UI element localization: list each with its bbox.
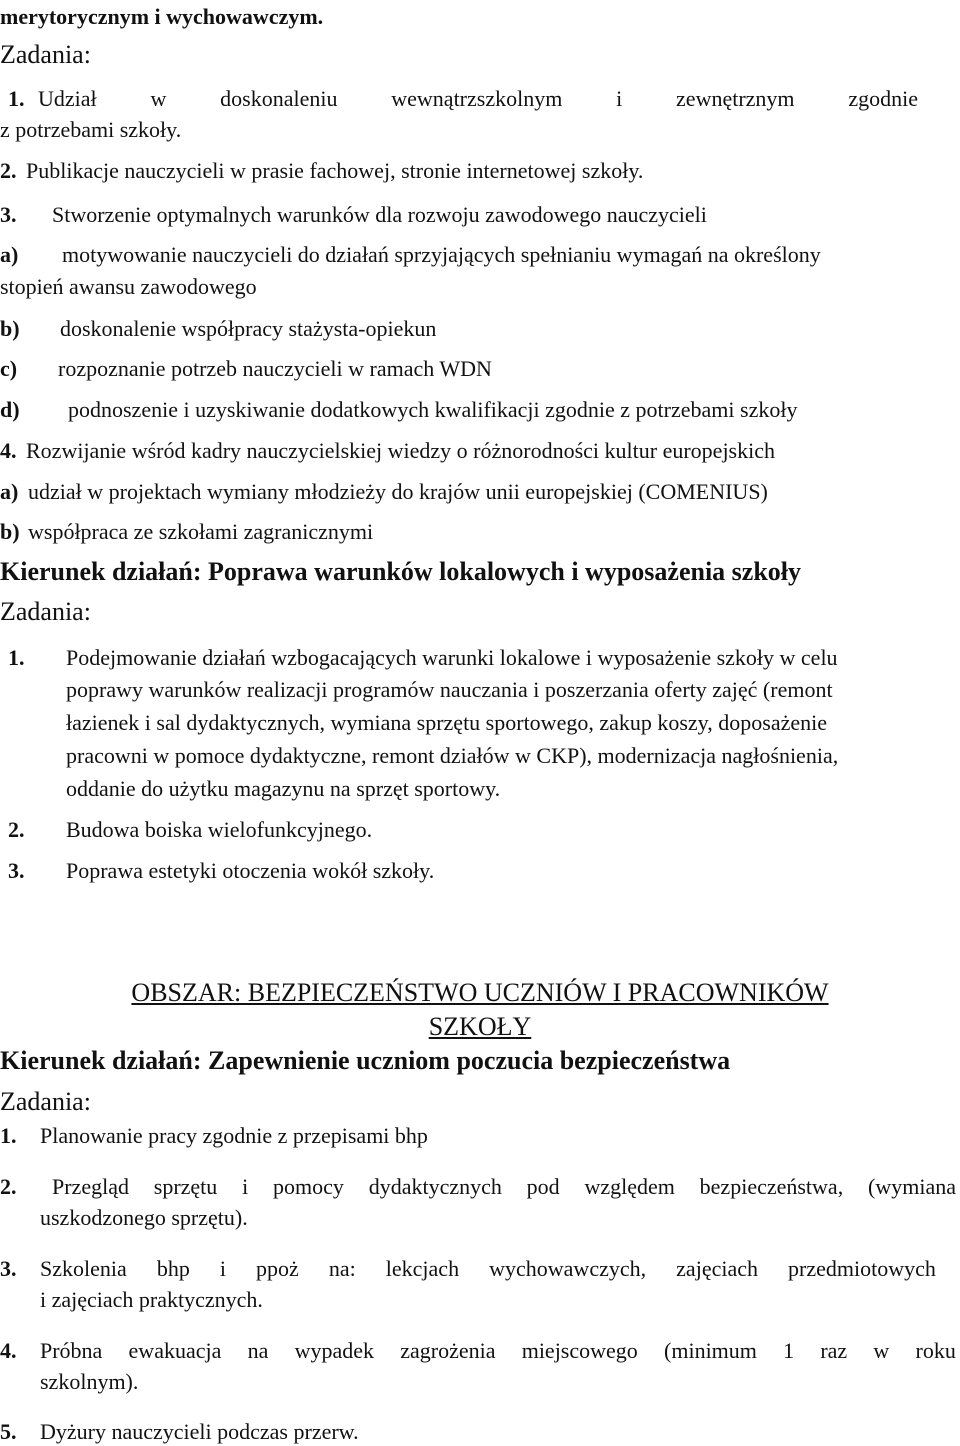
subitem-label: d) bbox=[0, 397, 20, 422]
word: zajęciach bbox=[676, 1256, 758, 1281]
word: bezpieczeństwa, bbox=[699, 1174, 844, 1199]
kierunek-heading: Kierunek działań: Poprawa warunków lokalowych i wyposażenia szkoły bbox=[0, 557, 802, 586]
zadania-heading: Zadania: bbox=[0, 1087, 91, 1116]
word: bhp bbox=[156, 1256, 190, 1281]
word: wewnątrzszkolnym bbox=[391, 86, 563, 111]
subitem-label: a) bbox=[0, 479, 19, 504]
word: wypadek bbox=[294, 1338, 374, 1363]
task-text: Publikacje nauczycieli w prasie fachowej, stronie internetowej szkoły. bbox=[26, 158, 644, 183]
task-number: 3. bbox=[0, 1256, 17, 1281]
subitem-text: podnoszenie i uzyskiwanie dodatkowych kwalifikacji zgodnie z potrzebami szkoły bbox=[68, 397, 798, 422]
word: Udział bbox=[38, 86, 97, 111]
kierunek-heading: Kierunek działań: Zapewnienie uczniom poczucia bezpieczeństwa bbox=[0, 1046, 731, 1075]
obszar-heading: OBSZAR: BEZPIECZEŃSTWO UCZNIÓW I PRACOWNIKÓW bbox=[131, 978, 829, 1007]
subitem-label: c) bbox=[0, 356, 18, 381]
task-number: 1. bbox=[8, 86, 25, 111]
zadania-heading: Zadania: bbox=[0, 597, 91, 626]
word: Próbna bbox=[40, 1338, 103, 1363]
subitem-text: doskonalenie współpracy stażysta-opiekun bbox=[60, 316, 437, 341]
word: na: bbox=[328, 1256, 356, 1281]
word: lekcjach bbox=[385, 1256, 460, 1281]
task-text-continued: i zajęciach praktycznych. bbox=[40, 1287, 263, 1312]
zadania-heading: Zadania: bbox=[0, 40, 91, 69]
word: (wymiana bbox=[868, 1174, 956, 1199]
task-number: 1. bbox=[8, 645, 25, 670]
subitem-text: udział w projektach wymiany młodzieży do krajów unii europejskiej (COMENIUS) bbox=[28, 479, 768, 504]
word: i bbox=[219, 1256, 226, 1281]
task-number: 1. bbox=[0, 1123, 17, 1148]
task-number: 4. bbox=[0, 1338, 17, 1363]
task-text: Stworzenie optymalnych warunków dla rozwoju zawodowego nauczycieli bbox=[52, 202, 707, 227]
word: względem bbox=[584, 1174, 675, 1199]
task-text bbox=[40, 1338, 956, 1364]
task-number: 5. bbox=[0, 1419, 17, 1444]
task-text bbox=[38, 86, 918, 112]
subitem-label: b) bbox=[0, 316, 20, 341]
task-text: Poprawa estetyki otoczenia wokół szkoły. bbox=[66, 858, 435, 883]
task-text-line: oddanie do użytku magazynu na sprzęt sportowy. bbox=[66, 776, 501, 801]
task-text bbox=[52, 1174, 956, 1200]
word: przedmiotowych bbox=[788, 1256, 936, 1281]
task-number: 3. bbox=[8, 858, 25, 883]
task-number: 4. bbox=[0, 438, 17, 463]
word: ewakuacja bbox=[128, 1338, 222, 1363]
word: miejscowego bbox=[521, 1338, 638, 1363]
obszar-heading-continued: SZKOŁY bbox=[428, 1012, 532, 1041]
task-text-line: poprawy warunków realizacji programów nauczania i poszerzania oferty zajęć (remont bbox=[66, 677, 833, 702]
task-text-continued: szkolnym). bbox=[40, 1369, 139, 1394]
word: roku bbox=[915, 1338, 956, 1363]
word: pod bbox=[526, 1174, 560, 1199]
task-number: 2. bbox=[0, 158, 17, 183]
task-text-continued: uszkodzonego sprzętu). bbox=[40, 1205, 248, 1230]
word: i bbox=[616, 86, 623, 111]
word: w bbox=[873, 1338, 890, 1363]
word: Przegląd bbox=[52, 1174, 129, 1199]
task-text: Budowa boiska wielofunkcyjnego. bbox=[66, 817, 373, 842]
task-text bbox=[40, 1256, 936, 1282]
task-number: 3. bbox=[0, 202, 17, 227]
task-text: Dyżury nauczycieli podczas przerw. bbox=[40, 1419, 359, 1444]
word: raz bbox=[820, 1338, 848, 1363]
task-text: Rozwijanie wśród kadry nauczycielskiej wiedzy o różnorodności kultur europejskich bbox=[26, 438, 775, 463]
subitem-text-continued: stopień awansu zawodowego bbox=[0, 274, 257, 299]
subitem-label: a) bbox=[0, 242, 19, 267]
word: i bbox=[242, 1174, 249, 1199]
task-text-line: Podejmowanie działań wzbogacających warunki lokalowe i wyposażenie szkoły w celu bbox=[66, 645, 838, 670]
subitem-label: b) bbox=[0, 519, 20, 544]
task-number: 2. bbox=[8, 817, 25, 842]
word: ppoż bbox=[256, 1256, 299, 1281]
word: 1 bbox=[783, 1338, 795, 1363]
word: dydaktycznych bbox=[368, 1174, 502, 1199]
word: sprzętu bbox=[153, 1174, 218, 1199]
word: zagrożenia bbox=[400, 1338, 496, 1363]
word: zgodnie bbox=[848, 86, 918, 111]
task-text: Planowanie pracy zgodnie z przepisami bhp bbox=[40, 1123, 428, 1148]
subitem-text: współpraca ze szkołami zagranicznymi bbox=[28, 519, 374, 544]
word: pomocy bbox=[273, 1174, 344, 1199]
task-text-continued: z potrzebami szkoły. bbox=[0, 117, 182, 142]
task-number: 2. bbox=[0, 1174, 17, 1199]
word: wychowawczych, bbox=[489, 1256, 647, 1281]
continued-heading: merytorycznym i wychowawczym. bbox=[0, 4, 324, 29]
word: Szkolenia bbox=[40, 1256, 127, 1281]
word: doskonaleniu bbox=[220, 86, 338, 111]
task-text-line: pracowni w pomoce dydaktyczne, remont działów w CKP), modernizacja nagłośnienia, bbox=[66, 743, 839, 768]
word: na bbox=[247, 1338, 269, 1363]
subitem-text: motywowanie nauczycieli do działań sprzyjających spełnianiu wymagań na określony bbox=[62, 242, 821, 267]
task-text-line: łazienek i sal dydaktycznych, wymiana sprzętu sportowego, zakup koszy, doposażenie bbox=[66, 710, 827, 735]
subitem-text: rozpoznanie potrzeb nauczycieli w ramach WDN bbox=[58, 356, 492, 381]
word: (minimum bbox=[664, 1338, 757, 1363]
word: w bbox=[150, 86, 167, 111]
word: zewnętrznym bbox=[676, 86, 795, 111]
